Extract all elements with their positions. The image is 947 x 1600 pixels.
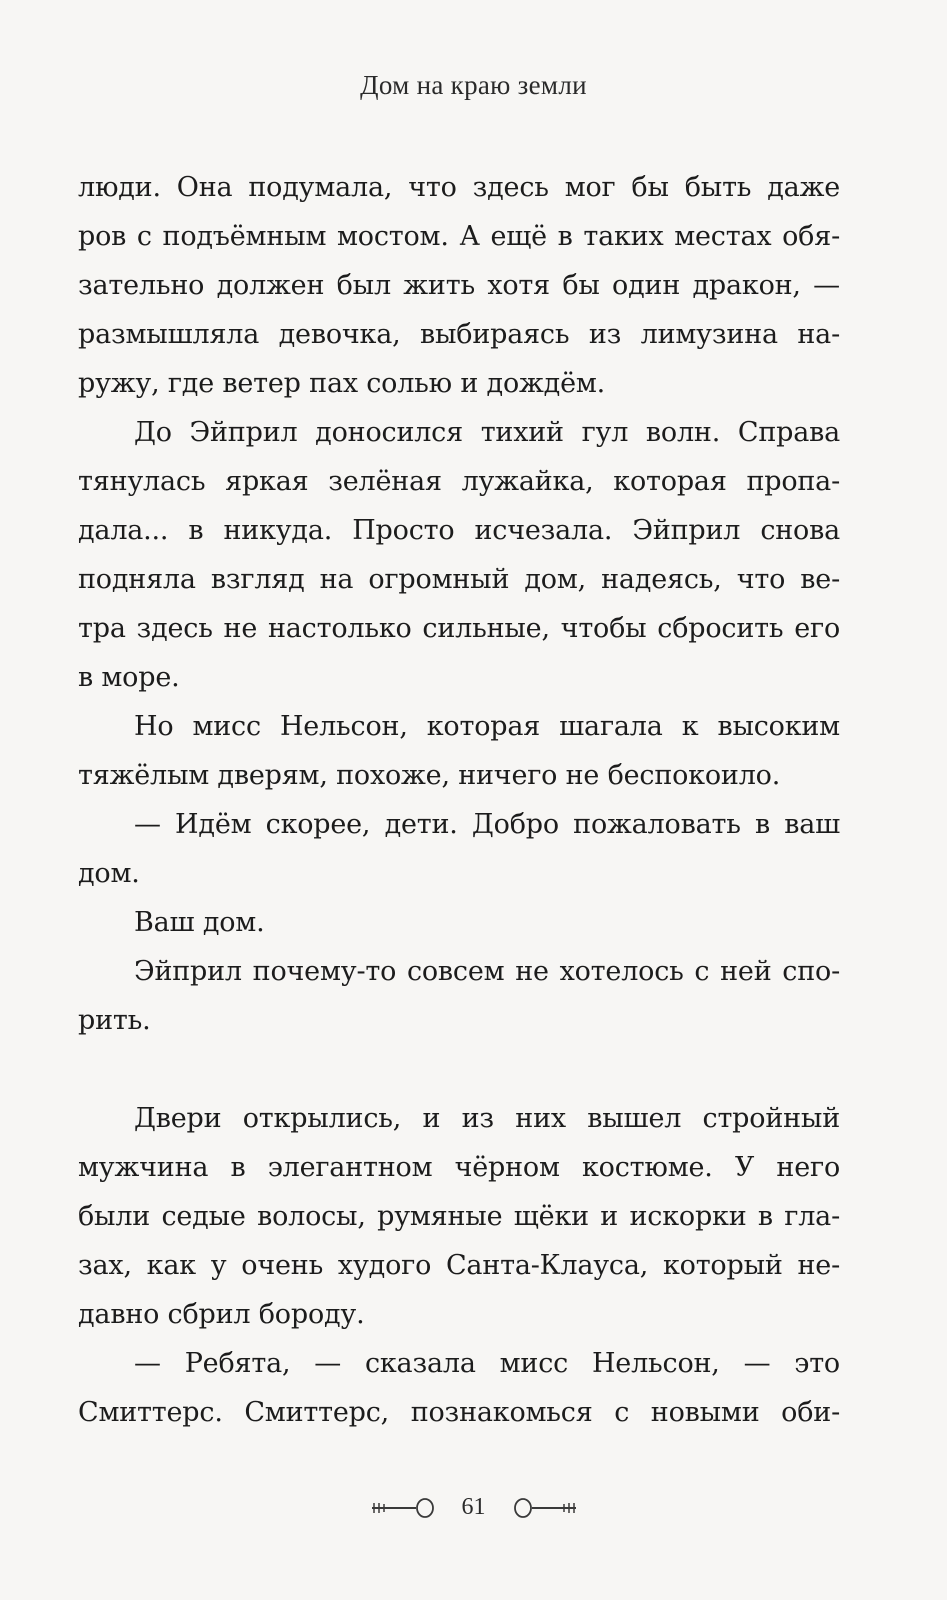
body-text [78,163,840,1437]
text-line: Двери открылись, и из них вышел стройный [134,1103,840,1134]
text-line: До Эйприл доносился тихий гул волн. Справа [134,417,840,448]
page-footer [0,1494,947,1521]
text-line: — Ребята, — сказала мисс Нельсон, — это [134,1348,840,1379]
text-line: дала... в никуда. Просто исчезала. Эйприл снова [78,515,840,546]
ornament-right-icon [512,1497,578,1519]
text-line: люди. Она подумала, что здесь мог бы быть даже [78,172,840,203]
text-line: давно сбрил бороду. [78,1299,365,1330]
text-line: дом. [78,858,140,889]
text-line: ров с подъёмным мостом. А ещё в таких местах обя- [78,221,840,252]
text-line: подняла взгляд на огромный дом, надеясь, что ве- [78,564,840,595]
page-number: 61 [461,1494,486,1520]
text-line: Ваш дом. [134,907,265,938]
text-line: Но мисс Нельсон, которая шагала к высоким [134,711,840,742]
running-head: Дом на краю земли [360,70,587,100]
text-line: зах, как у очень худого Санта-Клауса, который не- [78,1250,840,1281]
text-line: зательно должен был жить хотя бы один дракон, — [78,270,840,301]
text-line: тра здесь не настолько сильные, чтобы сбросить его [78,613,840,644]
text-line: мужчина в элегантном чёрном костюме. У него [78,1152,840,1183]
text-line: тяжёлым дверям, похоже, ничего не беспокоило. [78,760,781,791]
text-line: ружу, где ветер пах солью и дождём. [78,368,606,399]
text-line: размышляла девочка, выбираясь из лимузина на- [78,319,840,350]
text-line: в море. [78,662,180,693]
text-line: тянулась яркая зелёная лужайка, которая пропа- [78,466,840,497]
text-line: рить. [78,1005,151,1036]
text-line: Смиттерс. Смиттерс, познакомься с новыми оби- [78,1397,840,1428]
text-line: были седые волосы, румяные щёки и искорки в гла- [78,1201,840,1232]
text-line: — Идём скорее, дети. Добро пожаловать в ваш [134,809,840,840]
text-line: Эйприл почему-то совсем не хотелось с ней спо- [134,956,840,987]
ornament-left-icon [370,1497,436,1519]
